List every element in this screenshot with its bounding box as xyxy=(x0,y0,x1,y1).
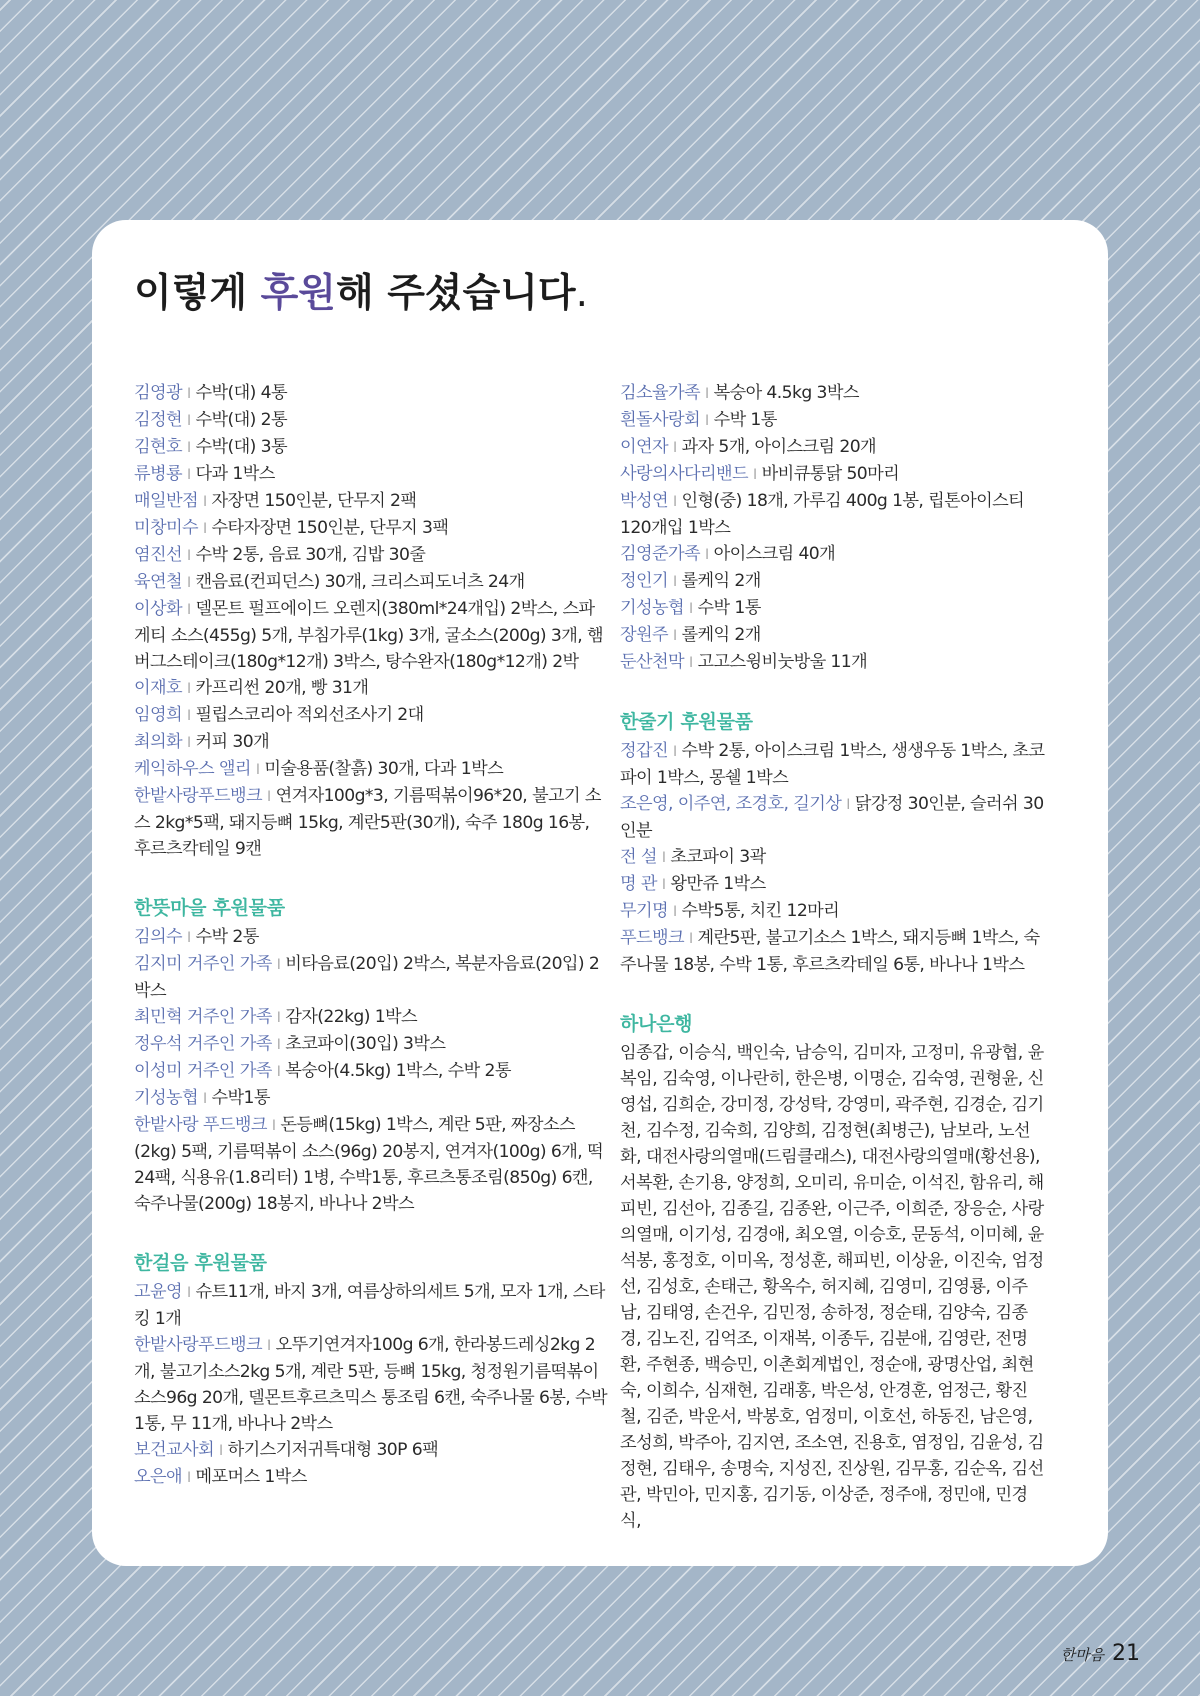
donor-entry xyxy=(620,380,1048,407)
donor-entry xyxy=(134,461,610,488)
donor-entry xyxy=(134,1464,610,1491)
separator: I xyxy=(276,1010,281,1026)
separator: I xyxy=(673,628,677,644)
donor-name: 사랑의사다리밴드 xyxy=(620,464,749,484)
section-title-hanjulgi: 한줄기 후원물품 xyxy=(620,711,753,733)
donation-items: 바비큐통닭 50마리 xyxy=(761,464,900,484)
donor-name: 조은영, 이주연, 조경호, 길기상 xyxy=(620,794,842,814)
separator: I xyxy=(689,931,693,947)
separator: I xyxy=(187,1470,191,1486)
section-title-hana-bank: 하나은행 xyxy=(620,1013,693,1035)
separator: I xyxy=(267,789,271,805)
donor-name: 기성농협 xyxy=(134,1088,199,1108)
donation-items: 복숭아 4.5kg 3박스 xyxy=(713,383,859,403)
donor-entry xyxy=(620,434,1048,461)
separator: I xyxy=(661,850,666,866)
donor-name: 최민혁 거주인 가족 xyxy=(134,1007,272,1027)
separator: I xyxy=(673,494,677,510)
donor-name: 김현호 xyxy=(134,437,183,457)
separator: I xyxy=(255,762,260,778)
donation-items: 고고스윙비눗방울 11개 xyxy=(697,652,868,672)
donation-items: 다과 1박스 xyxy=(195,464,275,484)
donor-name: 류병룡 xyxy=(134,464,183,484)
separator: I xyxy=(187,602,191,618)
separator: I xyxy=(187,413,191,429)
donor-name: 고윤영 xyxy=(134,1282,183,1302)
donor-entry xyxy=(134,488,610,515)
donor-name: 둔산천막 xyxy=(620,652,685,672)
donor-name: 이재호 xyxy=(134,678,183,698)
donation-items: 하기스기저귀특대형 30P 6팩 xyxy=(227,1440,439,1460)
separator: I xyxy=(276,957,281,973)
donor-entry xyxy=(620,407,1048,434)
donation-items: 카프리썬 20개, 빵 31개 xyxy=(195,678,369,698)
donor-entry xyxy=(134,542,610,569)
donor-entry xyxy=(134,1112,610,1217)
donor-name: 한밭사랑푸드뱅크 xyxy=(134,786,263,806)
donor-entry xyxy=(134,1004,610,1031)
donor-entry xyxy=(620,488,1048,541)
donor-entry xyxy=(134,407,610,434)
section-title-hangeoreum: 한걸음 후원물품 xyxy=(134,1252,267,1274)
donation-items: 수박(대) 3통 xyxy=(195,437,287,457)
right-column xyxy=(620,380,1048,1534)
donor-name: 한밭사랑푸드뱅크 xyxy=(134,1335,263,1355)
hana-bank-donor-names: 임종갑, 이승식, 백인숙, 남승익, 김미자, 고정미, 유광협, 윤복임, 김숙영, 이나란히, 한은병, 이명순, 김숙영, 권형윤, 신영섭, 김희순, 강미정, 강성탁, 강영미, 곽주현, 김경순, 김기천, 김수정, 김숙희, 김양희, 김정현(최병근), 남보라, 노선화, 대전사랑의열매(드림클래스), 대전사랑의열매(황선용), 서복환, 손기용, 양정희, 오미리, 유미순, 이석진, 함유리, 해피빈, 김선아, 김종길, 김종완, 이근주, 이희준, 장응순, 사랑의열매, 이기성, 김경애, 최오열, 이승호, 문동석, 이미혜, 윤석봉, 홍정호, 이미옥, 정성훈, 해피빈, 이상윤, 이진숙, 엄정선, 김성호, 손태근, 황옥수, 허지혜, 김영미, 김영룡, 이주남, 김태영, 손건우, 김민정, 송하정, 정순태, 김양숙, 김종경, 김노진, 김억조, 이재복, 이종두, 김분애, 김영란, 전명환, 주현종, 백승민, 이촌회계법인, 정순애, 광명산업, 최현숙, 이희수, 심재현, 김래홍, 박은성, 안경훈, 엄정근, 황진철, 김준, 박운서, 박봉호, 엄정미, 이호선, 하동진, 남은영, 조성희, 박주아, 김지연, 조소연, 진용호, 염정임, 김윤성, 김정현, 김태우, 송명숙, 지성진, 진상원, 김무홍, 김순옥, 김선관, 박민아, 민지홍, 김기동, 이상준, 정주애, 정민애, 민경식, xyxy=(620,1043,1044,1531)
donor-entry xyxy=(134,1085,610,1112)
donation-items: 감자(22kg) 1박스 xyxy=(285,1007,418,1027)
donation-items: 롤케익 2개 xyxy=(681,571,761,591)
donor-entry xyxy=(134,756,610,783)
donor-entry xyxy=(134,783,610,862)
title-highlight: 후원 xyxy=(260,271,336,316)
separator: I xyxy=(187,735,191,751)
separator: I xyxy=(705,413,709,429)
magazine-logo: 한마음 xyxy=(1060,1646,1104,1664)
separator: I xyxy=(705,547,709,563)
separator: I xyxy=(187,708,191,724)
separator: I xyxy=(753,467,757,483)
separator: I xyxy=(203,521,207,537)
donor-entry xyxy=(620,568,1048,595)
donor-entry xyxy=(134,1279,610,1332)
separator: I xyxy=(219,1443,223,1459)
hanjulgi-donors-list xyxy=(620,738,1048,978)
donor-entry xyxy=(134,702,610,729)
donor-name: 이상화 xyxy=(134,599,183,619)
separator: I xyxy=(673,440,677,456)
donor-name: 이연자 xyxy=(620,437,669,457)
donor-entry xyxy=(134,675,610,702)
left-column xyxy=(134,380,610,1491)
donor-name: 김소율가족 xyxy=(620,383,701,403)
donor-name: 정인기 xyxy=(620,571,669,591)
donation-items: 롤케익 2개 xyxy=(681,625,761,645)
separator: I xyxy=(673,574,677,590)
donor-name: 최의화 xyxy=(134,732,183,752)
donor-entry xyxy=(620,871,1048,898)
donation-items: 돈등뼈(15kg) 1박스, 계란 5판, 짜장소스(2kg) 5팩, 기름떡볶이 소스(96g) 20봉지, 연겨자(100g) 6개, 떡 24팩, 식용유(1.8리터) 1병, 수박1통, 후르츠통조림(850g) 6캔, 숙주나물(200g) 18봉지, 바나나 2박스 xyxy=(134,1115,603,1214)
donation-items: 필립스코리아 적외선조사기 2대 xyxy=(195,705,424,725)
donation-items: 복숭아(4.5kg) 1박스, 수박 2통 xyxy=(285,1061,511,1081)
donor-name: 김영준가족 xyxy=(620,544,701,564)
donation-items: 자장면 150인분, 단무지 2팩 xyxy=(211,491,417,511)
donor-entry xyxy=(620,791,1048,844)
donor-name: 오은애 xyxy=(134,1467,183,1487)
donor-name: 임영희 xyxy=(134,705,183,725)
donation-items: 커피 30개 xyxy=(195,732,270,752)
donor-name: 한밭사랑 푸드뱅크 xyxy=(134,1115,267,1135)
donor-name: 매일반점 xyxy=(134,491,199,511)
donor-entry xyxy=(134,924,610,951)
separator: I xyxy=(203,1091,207,1107)
general-donors-list xyxy=(134,380,610,862)
donation-items: 아이스크림 40개 xyxy=(713,544,836,564)
donor-entry xyxy=(134,1332,610,1437)
donor-entry xyxy=(134,729,610,756)
donor-entry xyxy=(134,596,610,675)
section-title-hanttuem: 한뜻마을 후원물품 xyxy=(134,897,285,919)
separator: I xyxy=(689,655,693,671)
donation-items: 수박1통 xyxy=(211,1088,270,1108)
donation-items: 인형(중) 18개, 가루김 400g 1봉, 립톤아이스티120개입 1박스 xyxy=(620,491,1025,538)
donor-entry xyxy=(134,951,610,1004)
donation-items: 초코파이(30입) 3박스 xyxy=(285,1034,446,1054)
donor-entry xyxy=(134,515,610,542)
donor-name: 전 설 xyxy=(620,847,657,867)
donation-items: 연겨자100g*3, 기름떡볶이96*20, 불고기 소스 2kg*5팩, 돼지등뼈 15kg, 계란5판(30개), 숙주 180g 16봉, 후르츠칵테일 9캔 xyxy=(134,786,601,859)
donation-items: 메포머스 1박스 xyxy=(195,1467,307,1487)
donor-entry xyxy=(620,738,1048,791)
hanttuem-donors-list xyxy=(134,924,610,1217)
separator: I xyxy=(187,1285,191,1301)
donation-items: 계란5판, 불고기소스 1박스, 돼지등뼈 1박스, 숙주나물 18봉, 수박 1통, 후르츠칵테일 6통, 바나나 1박스 xyxy=(620,928,1040,975)
donor-name: 김지미 거주인 가족 xyxy=(134,954,272,974)
separator: I xyxy=(846,797,850,813)
donation-items: 수박 2통, 음료 30개, 김밥 30줄 xyxy=(195,545,426,565)
donation-items: 수박 1통 xyxy=(713,410,777,430)
donation-items: 수박 2통, 아이스크림 1박스, 생생우동 1박스, 초코파이 1박스, 몽쉘 1박스 xyxy=(620,741,1045,788)
donation-items: 미술용품(찰흙) 30개, 다과 1박스 xyxy=(264,759,504,779)
donor-name: 흰돌사랑회 xyxy=(620,410,701,430)
separator: I xyxy=(276,1037,281,1053)
separator: I xyxy=(187,681,191,697)
donor-entry xyxy=(134,1058,610,1085)
donation-items: 오뚜기연겨자100g 6개, 한라봉드레싱2kg 2개, 불고기소스2kg 5개, 계란 5판, 등뼈 15kg, 청정원기름떡볶이소스96g 20개, 델몬트후르츠믹스 통조림 6캔, 숙주나물 6봉, 수박 1통, 무 11개, 바나나 2박스 xyxy=(134,1335,608,1434)
donation-items: 왕만쥬 1박스 xyxy=(670,874,766,894)
donation-items: 수박5통, 치킨 12마리 xyxy=(681,901,840,921)
donor-name: 정우석 거주인 가족 xyxy=(134,1034,272,1054)
separator: I xyxy=(705,386,709,402)
general-donors-list-right xyxy=(620,380,1048,676)
donor-entry xyxy=(134,380,610,407)
page-footer xyxy=(1061,1641,1140,1666)
donor-entry xyxy=(134,1437,610,1464)
donor-name: 이성미 거주인 가족 xyxy=(134,1061,272,1081)
hangeoreum-donors-list xyxy=(134,1279,610,1491)
separator: I xyxy=(661,877,666,893)
donor-entry xyxy=(620,898,1048,925)
separator: I xyxy=(673,904,677,920)
separator: I xyxy=(187,575,191,591)
donor-name: 김정현 xyxy=(134,410,183,430)
donor-name: 육연철 xyxy=(134,572,183,592)
donor-name: 케익하우스 앨리 xyxy=(134,759,251,779)
donation-items: 닭강정 30인분, 슬러쉬 30인분 xyxy=(620,794,1044,841)
donor-name: 푸드뱅크 xyxy=(620,928,685,948)
donor-entry xyxy=(620,595,1048,622)
donor-name: 박성연 xyxy=(620,491,669,511)
separator: I xyxy=(689,601,693,617)
donor-name: 무기명 xyxy=(620,901,669,921)
donation-items: 슈트11개, 바지 3개, 여름상하의세트 5개, 모자 1개, 스타킹 1개 xyxy=(134,1282,605,1329)
separator: I xyxy=(203,494,207,510)
donor-name: 보건교사회 xyxy=(134,1440,215,1460)
donation-items: 초코파이 3곽 xyxy=(670,847,766,867)
separator: I xyxy=(187,440,191,456)
title-pre: 이렇게 xyxy=(134,271,261,316)
donation-items: 델몬트 펄프에이드 오렌지(380ml*24개입) 2박스, 스파게티 소스(455g) 5개, 부침가루(1kg) 3개, 굴소스(200g) 3개, 햄버그스테이크(180g*12개) 3박스, 탕수완자(180g*12개) 2박 xyxy=(134,599,603,672)
separator: I xyxy=(187,467,191,483)
donor-name: 염진선 xyxy=(134,545,183,565)
donor-entry xyxy=(620,844,1048,871)
donor-entry xyxy=(620,541,1048,568)
page-number: 21 xyxy=(1112,1641,1140,1666)
donor-name: 명 관 xyxy=(620,874,657,894)
separator: I xyxy=(187,548,191,564)
donor-entry xyxy=(620,925,1048,978)
donor-name: 기성농협 xyxy=(620,598,685,618)
separator: I xyxy=(187,930,191,946)
donor-name: 미창미수 xyxy=(134,518,199,538)
title-post: 해 주셨습니다 xyxy=(335,271,576,316)
donation-items: 수타자장면 150인분, 단무지 3팩 xyxy=(211,518,449,538)
donation-items: 과자 5개, 아이스크림 20개 xyxy=(681,437,877,457)
donor-entry xyxy=(620,461,1048,488)
separator: I xyxy=(267,1338,271,1354)
page-title xyxy=(134,262,588,318)
donor-name: 김의수 xyxy=(134,927,183,947)
donation-items: 비타음료(20입) 2박스, 복분자음료(20입) 2박스 xyxy=(134,954,600,1001)
donor-entry xyxy=(134,1031,610,1058)
donation-items: 수박(대) 4통 xyxy=(195,383,287,403)
donation-items: 수박(대) 2통 xyxy=(195,410,287,430)
title-dot: . xyxy=(575,271,588,316)
separator: I xyxy=(276,1064,281,1080)
donor-entry xyxy=(134,569,610,596)
donor-name: 정갑진 xyxy=(620,741,669,761)
donor-name: 장원주 xyxy=(620,625,669,645)
donor-entry xyxy=(620,622,1048,649)
separator: I xyxy=(271,1118,276,1134)
donation-items: 캔음료(컨피던스) 30개, 크리스피도너츠 24개 xyxy=(195,572,525,592)
donor-entry xyxy=(620,649,1048,676)
donor-name: 김영광 xyxy=(134,383,183,403)
separator: I xyxy=(187,386,191,402)
donation-items: 수박 1통 xyxy=(697,598,761,618)
donor-entry xyxy=(134,434,610,461)
donation-items: 수박 2통 xyxy=(195,927,259,947)
separator: I xyxy=(673,744,677,760)
